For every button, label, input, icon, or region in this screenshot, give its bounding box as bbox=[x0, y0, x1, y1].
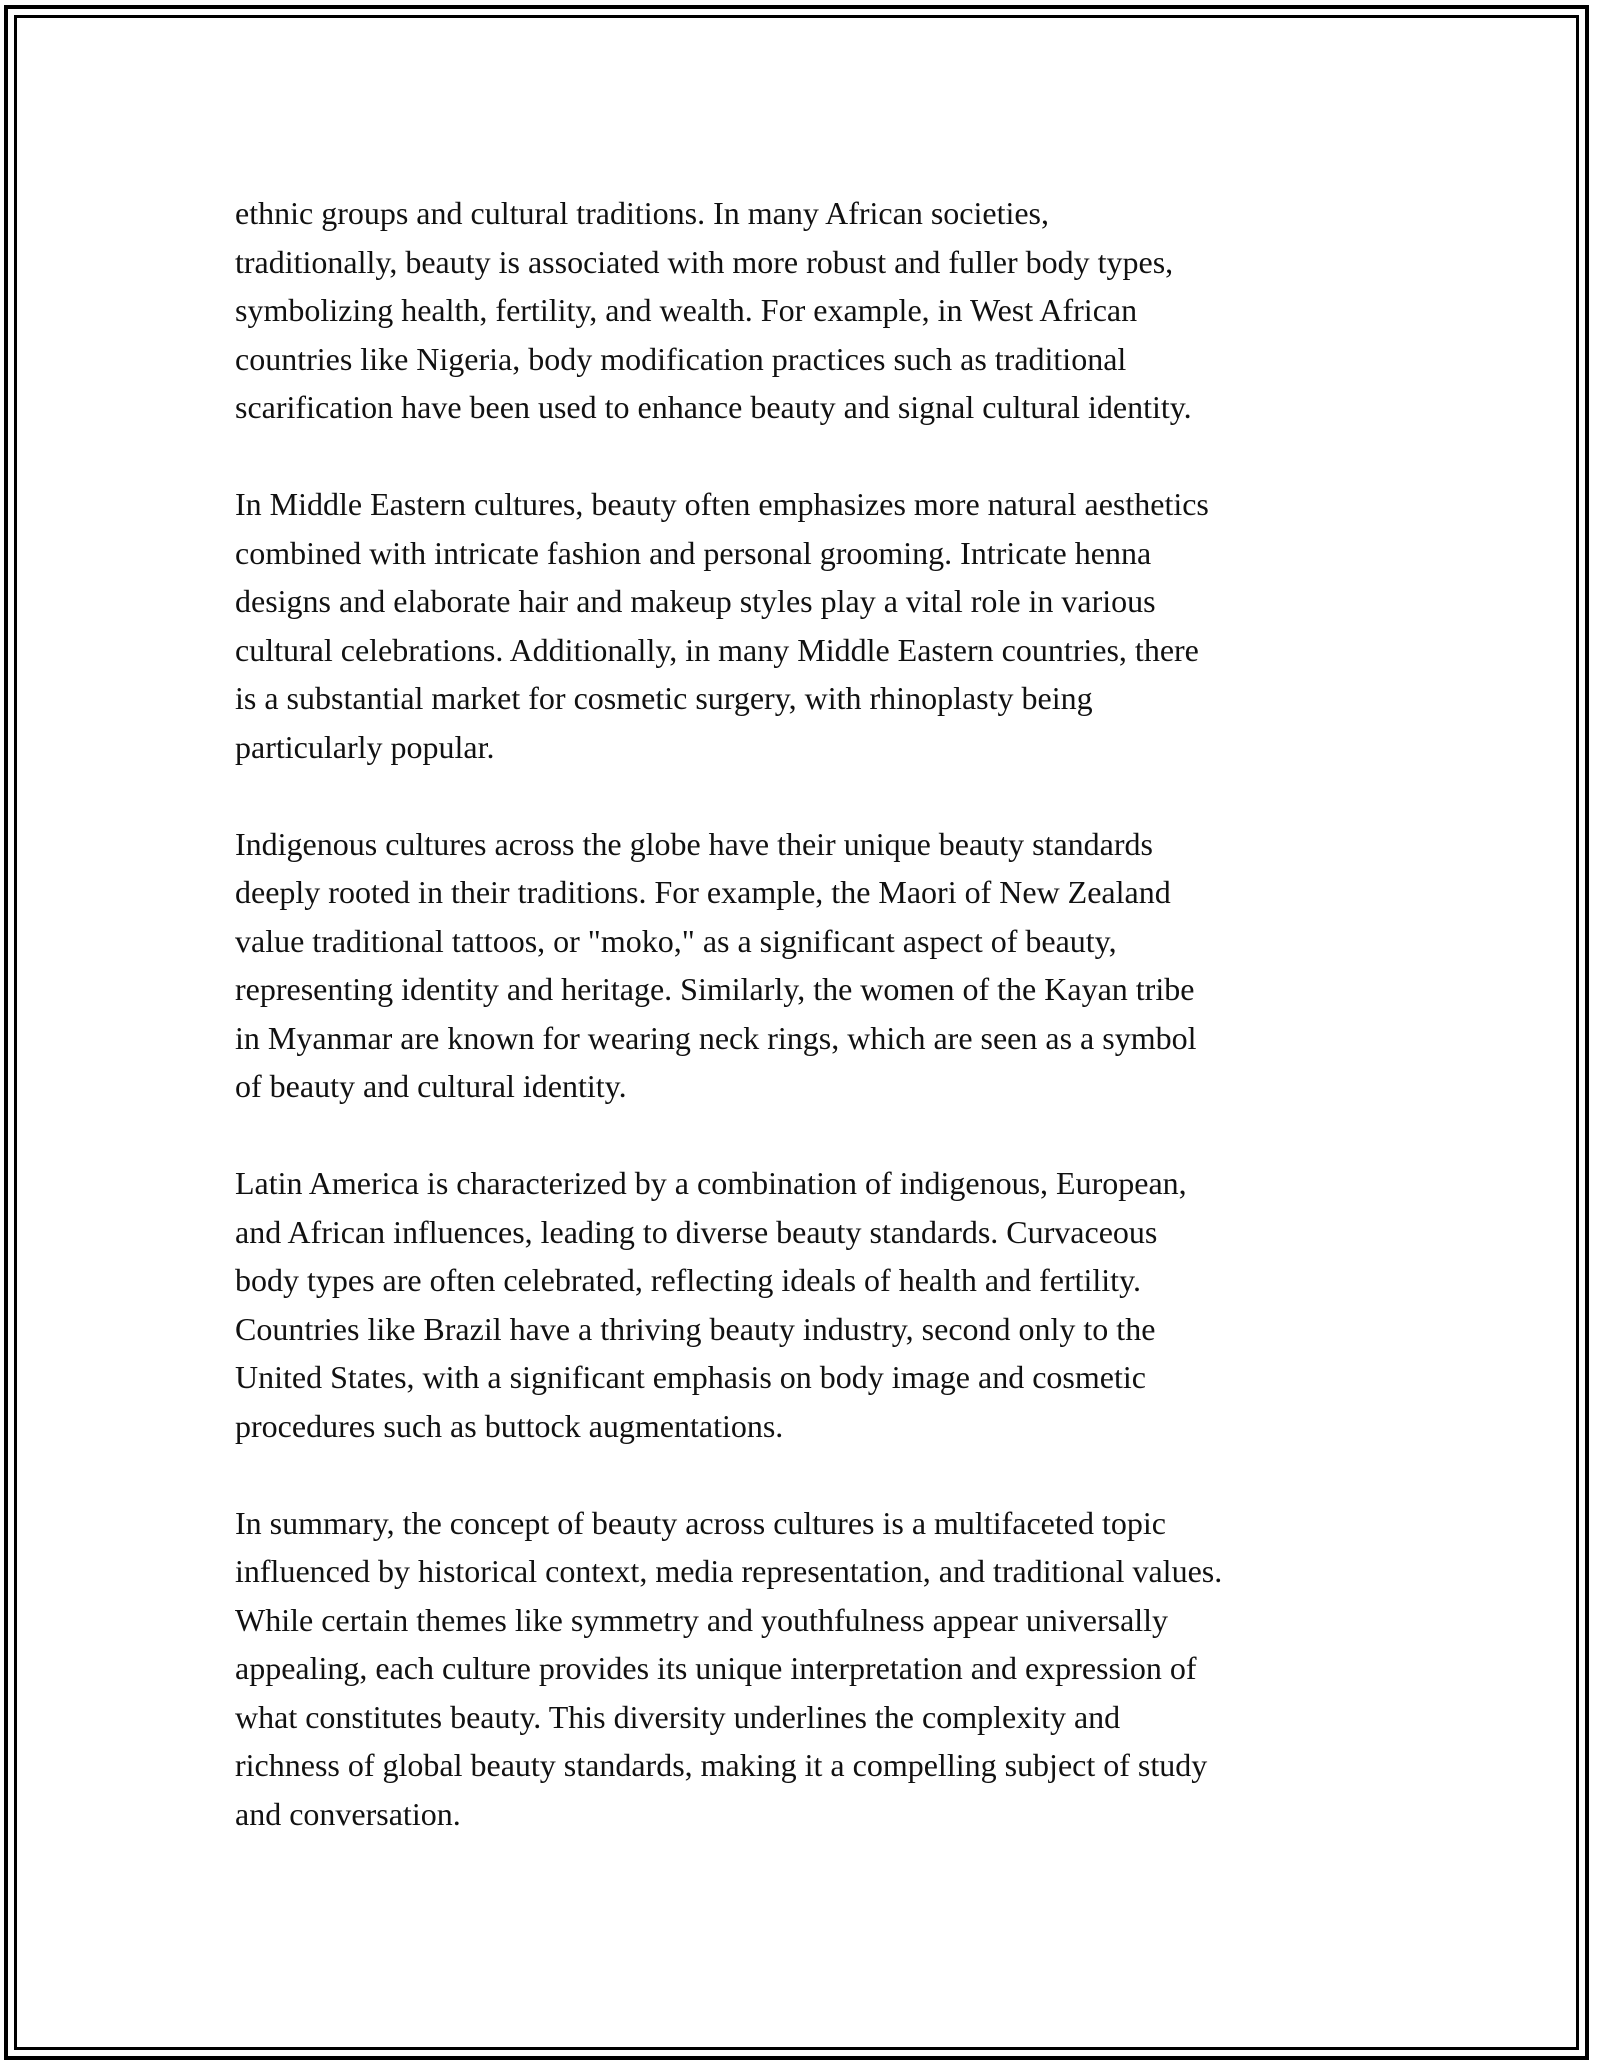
text-line: appealing, each culture provides its unique interpretation and expression of bbox=[235, 1650, 1197, 1686]
paragraph-middle-eastern-beauty bbox=[235, 480, 1385, 771]
text-line: designs and elaborate hair and makeup styles play a vital role in various bbox=[235, 583, 1156, 619]
text-line: influenced by historical context, media representation, and traditional values. bbox=[235, 1553, 1223, 1589]
text-line: United States, with a significant emphasis on body image and cosmetic bbox=[235, 1359, 1146, 1395]
text-line: symbolizing health, fertility, and wealth. For example, in West African bbox=[235, 292, 1138, 328]
text-line: countries like Nigeria, body modification practices such as traditional bbox=[235, 340, 1127, 377]
text-line: and African influences, leading to diverse beauty standards. Curvaceous bbox=[235, 1213, 1158, 1250]
paragraph-african-beauty bbox=[235, 189, 1385, 432]
text-line: value traditional tattoos, or "moko," as a significant aspect of beauty, bbox=[235, 922, 1117, 959]
paragraph-summary bbox=[235, 1499, 1385, 1839]
text-line: ethnic groups and cultural traditions. In many African societies, bbox=[235, 195, 1049, 231]
text-line: traditionally, beauty is associated with more robust and fuller body types, bbox=[235, 243, 1174, 280]
document-body bbox=[235, 189, 1385, 1838]
text-line: cultural celebrations. Additionally, in many Middle Eastern countries, there bbox=[235, 631, 1199, 668]
text-line: procedures such as buttock augmentations. bbox=[235, 1407, 784, 1444]
text-line: and conversation. bbox=[235, 1795, 461, 1832]
text-line: deeply rooted in their traditions. For example, the Maori of New Zealand bbox=[235, 874, 1171, 910]
text-line: scarification have been used to enhance beauty and signal cultural identity. bbox=[235, 389, 1192, 425]
text-line: richness of global beauty standards, making it a compelling subject of study bbox=[235, 1747, 1208, 1783]
text-line: what constitutes beauty. This diversity underlines the complexity and bbox=[235, 1698, 1121, 1735]
text-line: of beauty and cultural identity. bbox=[235, 1068, 627, 1104]
text-line: Countries like Brazil have a thriving beauty industry, second only to the bbox=[235, 1310, 1156, 1347]
paragraph-latin-america-beauty bbox=[235, 1159, 1385, 1450]
text-line: In summary, the concept of beauty across cultures is a multifaceted topic bbox=[235, 1504, 1166, 1541]
text-line: In Middle Eastern cultures, beauty often emphasizes more natural aesthetics bbox=[235, 486, 1209, 522]
text-line: body types are often celebrated, reflecting ideals of health and fertility. bbox=[235, 1262, 1141, 1298]
paragraph-indigenous-beauty bbox=[235, 820, 1385, 1111]
text-line: is a substantial market for cosmetic surgery, with rhinoplasty being bbox=[235, 680, 1093, 716]
text-line: representing identity and heritage. Similarly, the women of the Kayan tribe bbox=[235, 971, 1195, 1007]
text-line: particularly popular. bbox=[235, 728, 495, 765]
text-line: Latin America is characterized by a combination of indigenous, European, bbox=[235, 1165, 1187, 1201]
text-line: Indigenous cultures across the globe have their unique beauty standards bbox=[235, 825, 1153, 862]
text-line: in Myanmar are known for wearing neck rings, which are seen as a symbol bbox=[235, 1019, 1197, 1056]
text-line: combined with intricate fashion and personal grooming. Intricate henna bbox=[235, 534, 1152, 571]
text-line: While certain themes like symmetry and youthfulness appear universally bbox=[235, 1601, 1169, 1638]
